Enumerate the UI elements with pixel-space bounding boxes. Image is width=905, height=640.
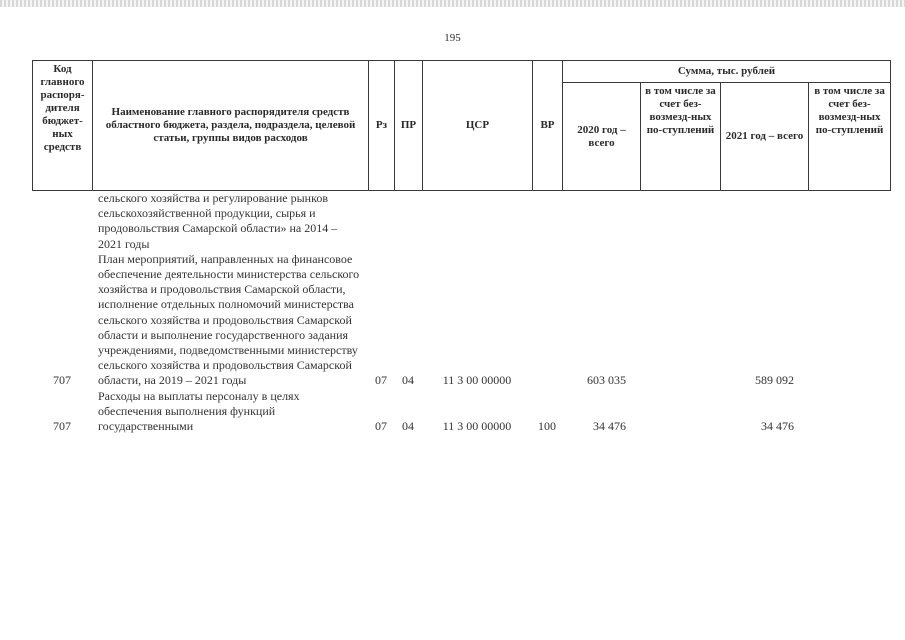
table-header: [32, 60, 891, 191]
cell-2020-total: 603 035: [587, 373, 626, 388]
cell-2021-total: 589 092: [755, 373, 794, 388]
cell-csr: [422, 191, 532, 252]
cell-2021-nonreturn: [808, 191, 890, 252]
cell-rz: [368, 191, 394, 252]
header-2021-nonreturn: в том числе за счет без-возмезд-ных по-ступлений: [809, 83, 891, 191]
header-code: Код главного распоря-дителя бюджет-ных средств: [33, 61, 93, 191]
cell-rz: 07: [375, 373, 387, 388]
header-csr: ЦСР: [423, 61, 533, 191]
scan-edge-strip: [0, 0, 905, 7]
header-name: Наименование главного распорядителя средств областного бюджета, раздела, подраздела, целевой статьи, группы видов расходов: [93, 61, 369, 191]
cell-2020-total: [562, 191, 640, 252]
cell-code: [32, 191, 92, 252]
cell-2020-nonreturn: [640, 389, 720, 435]
cell-name: сельского хозяйства и регулирование рынков сельскохозяйственной продукции, сырья и продовольствия Самарской области» на 2014 – 2021 годы: [98, 191, 338, 251]
page-number: 195: [444, 32, 461, 44]
cell-2020-nonreturn: [640, 252, 720, 389]
cell-pr: 04: [402, 419, 414, 434]
header-2020-nonreturn: в том числе за счет без-возмезд-ных по-ступлений: [641, 83, 721, 191]
header-vr: ВР: [533, 61, 563, 191]
cell-name: Расходы на выплаты персоналу в целях обеспечения выполнения функций государственными: [98, 388, 300, 434]
cell-code: 707: [53, 419, 71, 434]
table-row: [32, 389, 890, 435]
cell-2021-nonreturn: [808, 252, 890, 389]
table-row: [32, 252, 890, 389]
cell-vr: [532, 191, 562, 252]
header-pr: ПР: [395, 61, 423, 191]
table-body: [32, 191, 890, 434]
cell-2020-nonreturn: [640, 191, 720, 252]
header-rz: Рз: [369, 61, 395, 191]
cell-name: План мероприятий, направленных на финансовое обеспечение деятельности министерства сельского хозяйства и продовольствия Самарской области, исполнение отдельных полномочий министерства сельского хозяйства и продовольствия Самарской области и выполнение государственного задания учреждениями, подведомственными министерству сельского хозяйства и продовольствия Самарской области, на 2019 – 2021 годы: [98, 251, 360, 388]
cell-vr: [532, 252, 562, 389]
table-row: [32, 191, 890, 252]
cell-rz: 07: [375, 419, 387, 434]
cell-vr: 100: [538, 419, 556, 434]
cell-2020-total: 34 476: [593, 419, 626, 434]
cell-2021-total: 34 476: [761, 419, 794, 434]
cell-csr: 11 3 00 00000: [442, 373, 512, 388]
header-2021-total: 2021 год – всего: [721, 83, 809, 191]
cell-2021-nonreturn: [808, 389, 890, 435]
header-sum-group: Сумма, тыс. рублей: [563, 61, 891, 83]
header-2020-total: 2020 год – всего: [563, 83, 641, 191]
cell-code: 707: [53, 373, 71, 388]
cell-pr: [394, 191, 422, 252]
cell-2021-total: [720, 191, 808, 252]
cell-pr: 04: [402, 373, 414, 388]
cell-csr: 11 3 00 00000: [442, 419, 512, 434]
